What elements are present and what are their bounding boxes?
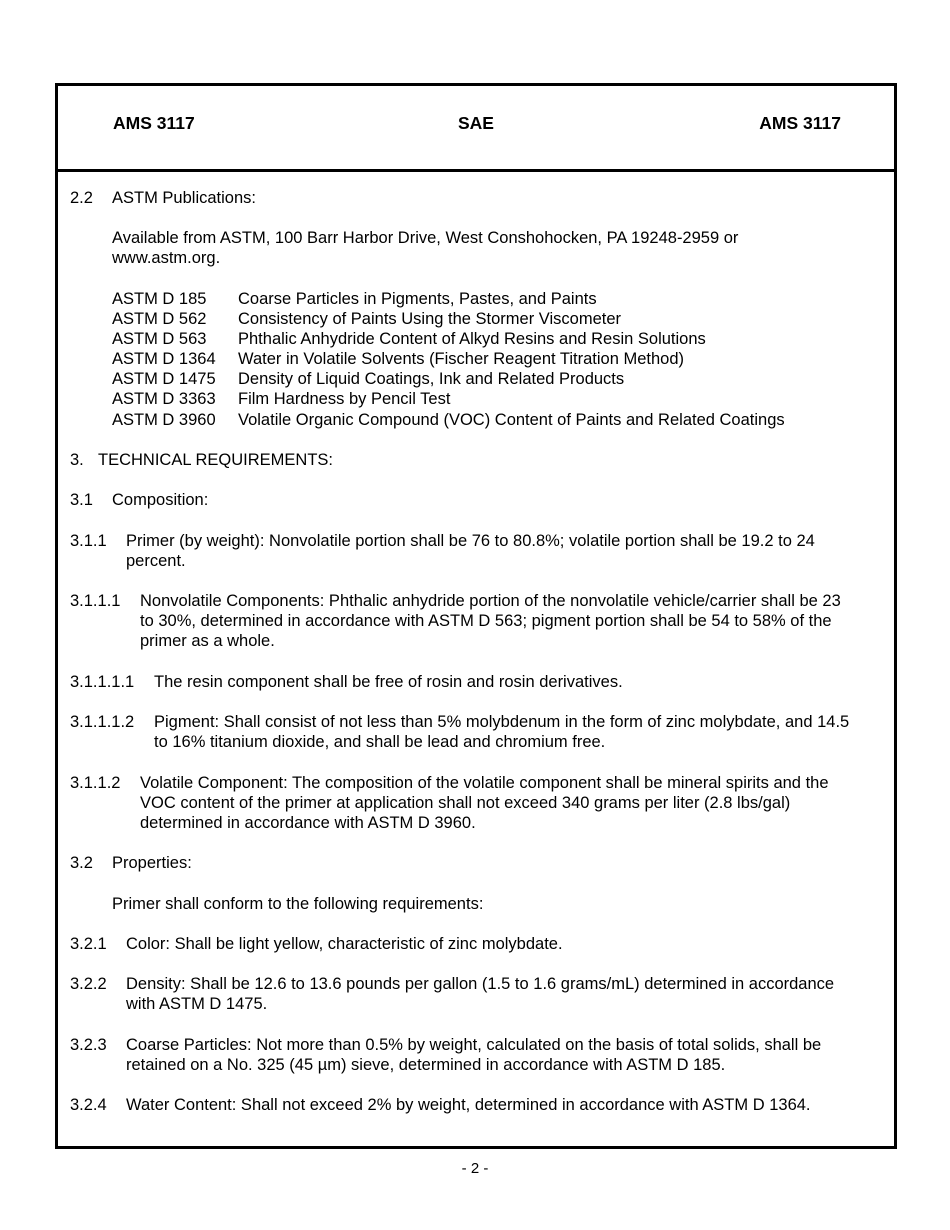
- section-number: 3.1: [70, 491, 93, 509]
- section-number: 3.1.1.2: [70, 774, 121, 792]
- section-number: 3.2.2: [70, 975, 107, 993]
- section-number: 3.1.1.1: [70, 592, 121, 610]
- section-number: 3.: [70, 451, 84, 469]
- paragraph-line: VOC content of the primer at application shall not exceed 340 grams per liter (2.8 lbs/gal): [140, 794, 791, 812]
- paragraph-line: Water Content: Shall not exceed 2% by weight, determined in accordance with ASTM D 1364.: [126, 1096, 811, 1114]
- paragraph-line: percent.: [126, 552, 186, 570]
- section-number: 3.2.3: [70, 1036, 107, 1054]
- section-number: 3.1.1.1.1: [70, 673, 135, 691]
- reference-title: Coarse Particles in Pigments, Pastes, and Paints: [238, 290, 597, 308]
- header-doc-number-left: AMS 3117: [113, 113, 195, 133]
- section-number: 3.1.1.1.2: [70, 713, 135, 731]
- reference-title: Consistency of Paints Using the Stormer Viscometer: [238, 310, 622, 328]
- paragraph-line: determined in accordance with ASTM D 3960.: [140, 814, 476, 832]
- paragraph-line: primer as a whole.: [140, 632, 275, 650]
- document-body: [58, 0, 894, 1230]
- reference-title: Phthalic Anhydride Content of Alkyd Resins and Resin Solutions: [238, 330, 706, 348]
- paragraph-line: Color: Shall be light yellow, characteristic of zinc molybdate.: [126, 935, 563, 953]
- paragraph-line: Volatile Component: The composition of the volatile component shall be mineral spirits and the: [140, 774, 829, 792]
- section-number: 3.2: [70, 854, 93, 872]
- section-number: 3.2.1: [70, 935, 107, 953]
- header-publisher: SAE: [458, 113, 494, 133]
- paragraph-line: to 30%, determined in accordance with ASTM D 563; pigment portion shall be 54 to 58% of the: [140, 612, 832, 630]
- reference-title: Volatile Organic Compound (VOC) Content of Paints and Related Coatings: [238, 411, 785, 429]
- reference-title: Density of Liquid Coatings, Ink and Related Products: [238, 370, 625, 388]
- reference-code: ASTM D 563: [112, 330, 207, 348]
- section-number: 2.2: [70, 189, 93, 207]
- section-number: 3.1.1: [70, 532, 107, 550]
- paragraph-line: with ASTM D 1475.: [126, 995, 268, 1013]
- reference-title: Film Hardness by Pencil Test: [238, 390, 451, 408]
- section-title: TECHNICAL REQUIREMENTS:: [98, 451, 333, 469]
- paragraph-line: Nonvolatile Components: Phthalic anhydride portion of the nonvolatile vehicle/carrier shall be 23: [140, 592, 841, 610]
- reference-code: ASTM D 562: [112, 310, 207, 328]
- paragraph-line: Pigment: Shall consist of not less than 5% molybdenum in the form of zinc molybdate, and 14.5: [154, 713, 850, 731]
- section-title: Properties:: [112, 854, 192, 872]
- reference-code: ASTM D 1475: [112, 370, 216, 388]
- reference-title: Water in Volatile Solvents (Fischer Reagent Titration Method): [238, 350, 685, 368]
- reference-code: ASTM D 185: [112, 290, 207, 308]
- paragraph-line: Primer (by weight): Nonvolatile portion shall be 76 to 80.8%; volatile portion shall be 19.2 to 24: [126, 532, 815, 550]
- paragraph-line: Coarse Particles: Not more than 0.5% by weight, calculated on the basis of total solids, shall be: [126, 1036, 822, 1054]
- paragraph-line: The resin component shall be free of rosin and rosin derivatives.: [154, 673, 623, 691]
- paragraph-line: to 16% titanium dioxide, and shall be lead and chromium free.: [154, 733, 606, 751]
- paragraph-line: retained on a No. 325 (45 µm) sieve, determined in accordance with ASTM D 185.: [126, 1056, 726, 1074]
- paragraph-line: Primer shall conform to the following requirements:: [112, 895, 484, 913]
- availability-line-2: www.astm.org.: [112, 249, 221, 267]
- section-title: Composition:: [112, 491, 209, 509]
- availability-line-1: Available from ASTM, 100 Barr Harbor Drive, West Conshohocken, PA 19248-2959 or: [112, 229, 739, 247]
- section-title: ASTM Publications:: [112, 189, 256, 207]
- reference-code: ASTM D 1364: [112, 350, 216, 368]
- reference-code: ASTM D 3363: [112, 390, 216, 408]
- section-number: 3.2.4: [70, 1096, 107, 1114]
- header-doc-number-right: AMS 3117: [759, 113, 841, 133]
- paragraph-line: Density: Shall be 12.6 to 13.6 pounds per gallon (1.5 to 1.6 grams/mL) determined in accordance: [126, 975, 835, 993]
- page-number: - 2 -: [461, 1160, 489, 1177]
- reference-code: ASTM D 3960: [112, 411, 216, 429]
